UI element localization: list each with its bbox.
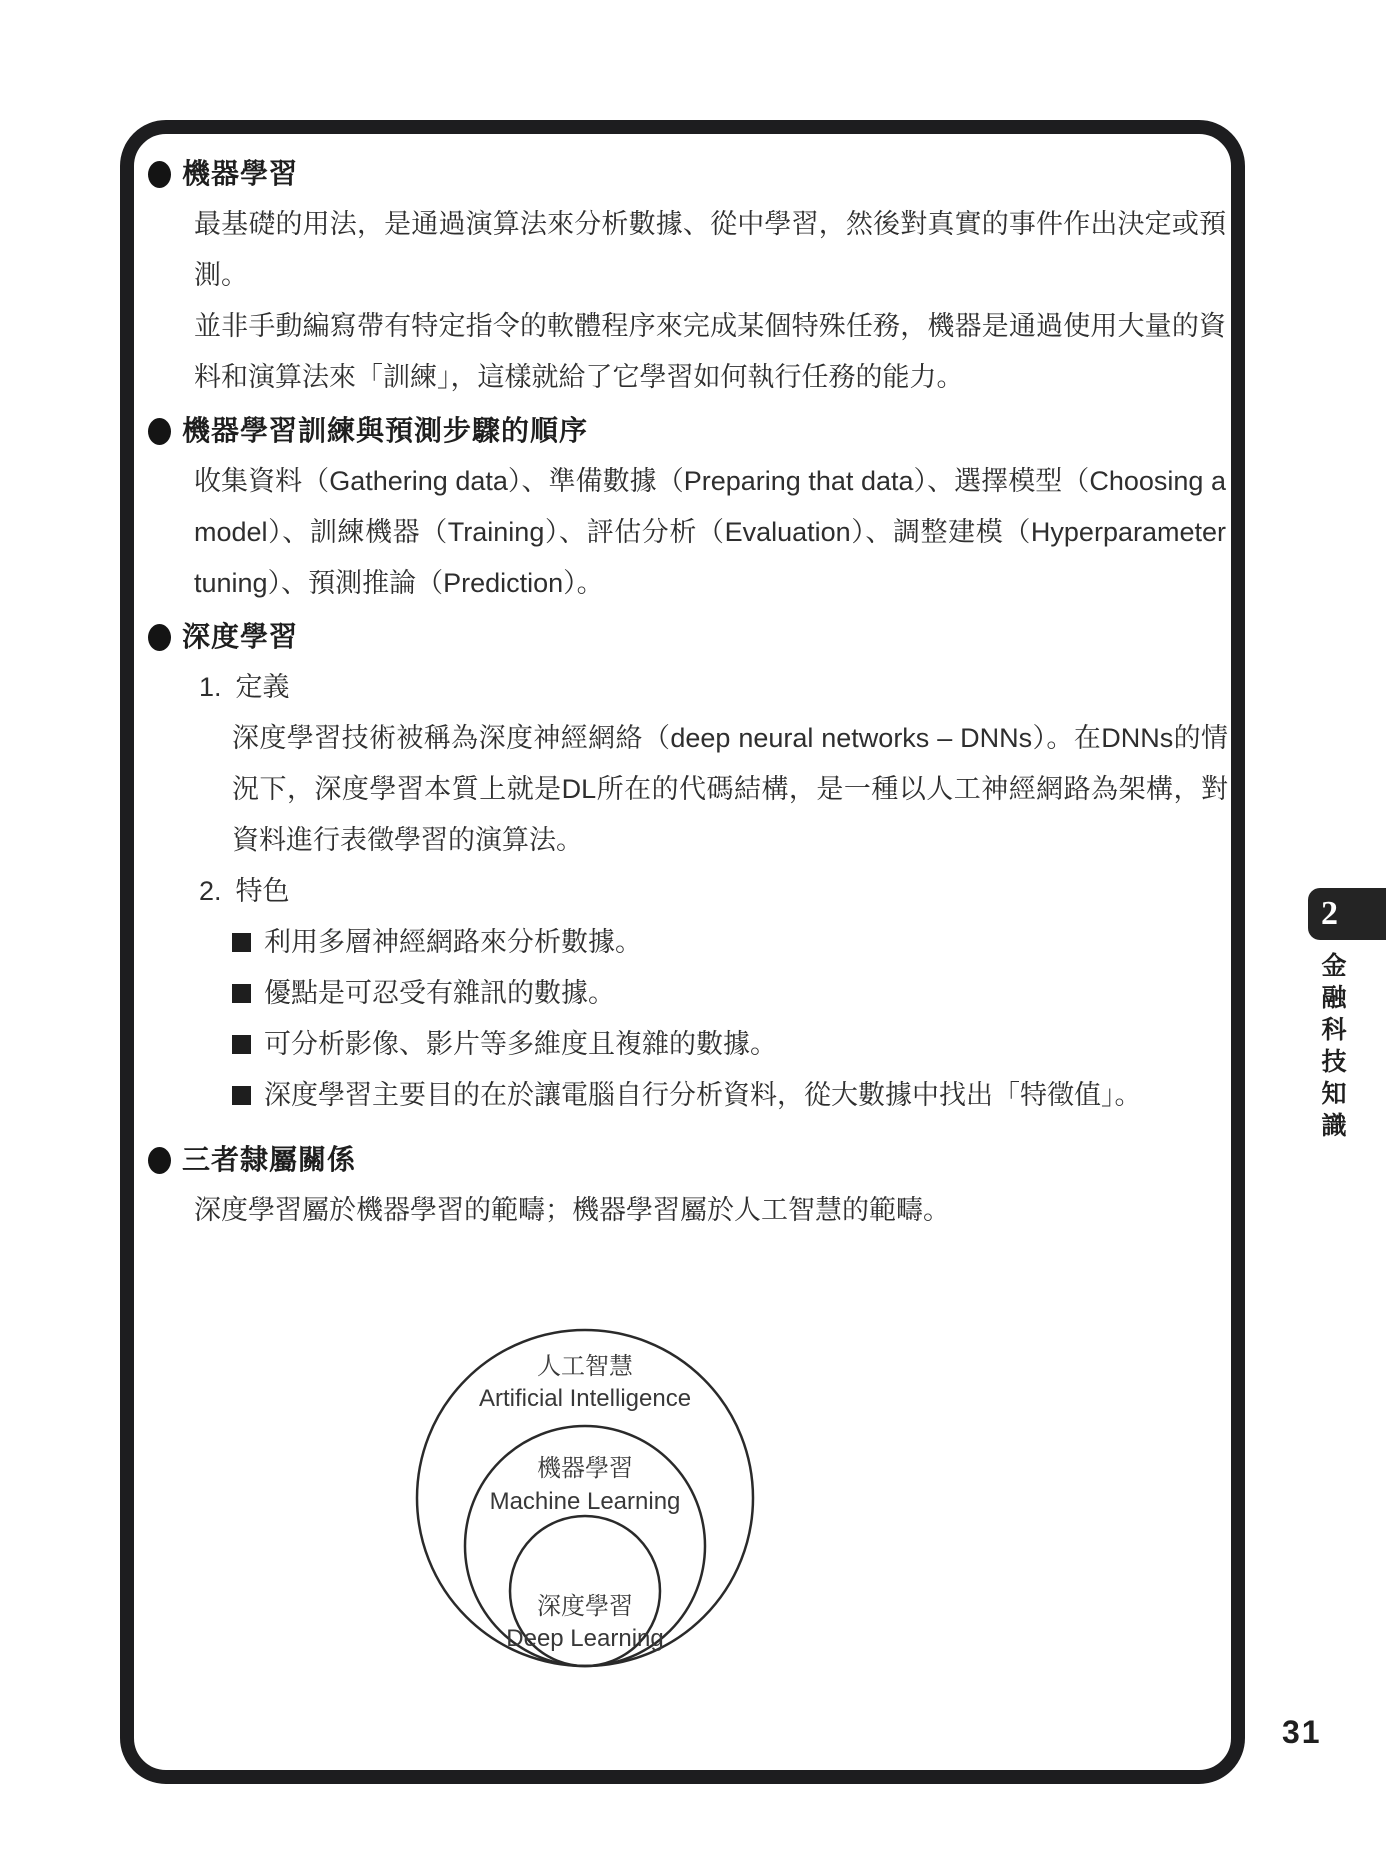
heading-text: 機器學習訓練與預測步驟的順序	[182, 415, 589, 446]
square-bullet-icon	[232, 1035, 251, 1054]
feature-text: 可分析影像、影片等多維度且複雜的數據。	[264, 1029, 777, 1059]
feature-list-item	[232, 1070, 1228, 1121]
chapter-number: 2	[1321, 895, 1338, 932]
section-heading-relationship	[148, 1135, 1213, 1185]
paragraph: 並非手動編寫帶有特定指令的軟體程序來完成某個特殊任務，機器是通過使用大量的資料和演算法來「訓練」，這樣就給了它學習如何執行任務的能力。	[194, 311, 1226, 392]
chapter-tab-label: 金融科技知識	[1318, 952, 1346, 1144]
page-number: 31	[1282, 1714, 1322, 1750]
paragraph: 收集資料（Gathering data）、準備數據（Preparing that data）、選擇模型（Choosing a model）、訓練機器（Training）、評估分析（Evaluation）、調整建模（Hyperparameter tuning）、預測推論（Prediction）。	[194, 466, 1226, 598]
numbered-item-features	[199, 866, 1213, 917]
chapter-tab-badge	[1308, 888, 1386, 940]
venn-label-dl-zh: 深度學習	[537, 1593, 633, 1620]
bullet-dot-icon	[148, 418, 171, 445]
paragraph: 深度學習屬於機器學習的範疇；機器學習屬於人工智慧的範疇。	[194, 1195, 950, 1225]
heading-text: 機器學習	[182, 158, 299, 189]
venn-label-ai-zh: 人工智慧	[537, 1353, 633, 1380]
square-bullet-icon	[232, 984, 251, 1003]
bullet-dot-icon	[148, 1147, 171, 1174]
feature-list-item	[232, 968, 1228, 1019]
item-title: 特色	[235, 876, 290, 906]
section-heading-ml-steps	[148, 406, 1213, 456]
item-title: 定義	[235, 672, 290, 702]
venn-label-dl-en: Deep Learning	[506, 1625, 664, 1652]
feature-list-item	[232, 917, 1228, 968]
venn-label-ml-en: Machine Learning	[489, 1488, 681, 1515]
section-heading-deep-learning	[148, 612, 1213, 662]
item-number: 2.	[199, 876, 222, 906]
item-number: 1.	[199, 672, 222, 702]
feature-text: 優點是可忍受有雜訊的數據。	[264, 978, 615, 1008]
square-bullet-icon	[232, 933, 251, 952]
square-bullet-icon	[232, 1086, 251, 1105]
bullet-dot-icon	[148, 161, 171, 188]
feature-list-item	[232, 1019, 1228, 1070]
venn-label-ai-en: Artificial Intelligence	[478, 1385, 692, 1412]
numbered-item-definition	[199, 662, 1213, 713]
heading-text: 三者隸屬關係	[182, 1144, 357, 1175]
feature-text: 深度學習主要目的在於讓電腦自行分析資料，從大數據中找出「特徵值」。	[264, 1080, 1142, 1110]
bullet-dot-icon	[148, 624, 171, 651]
definition-body: 深度學習技術被稱為深度神經網絡（deep neural networks – DNNs）。在DNNs的情況下，深度學習本質上就是DL所在的代碼結構，是一種以人工神經網路為架構，對資料進行表徵學習的演算法。	[232, 723, 1228, 855]
feature-text: 利用多層神經網路來分析數據。	[264, 927, 642, 957]
heading-text: 深度學習	[182, 621, 299, 652]
paragraph: 最基礎的用法，是通過演算法來分析數據、從中學習，然後對真實的事件作出決定或預測。	[194, 209, 1226, 290]
venn-diagram	[395, 1316, 775, 1688]
venn-label-ml-zh: 機器學習	[537, 1455, 633, 1482]
section-heading-machine-learning	[148, 149, 1213, 199]
